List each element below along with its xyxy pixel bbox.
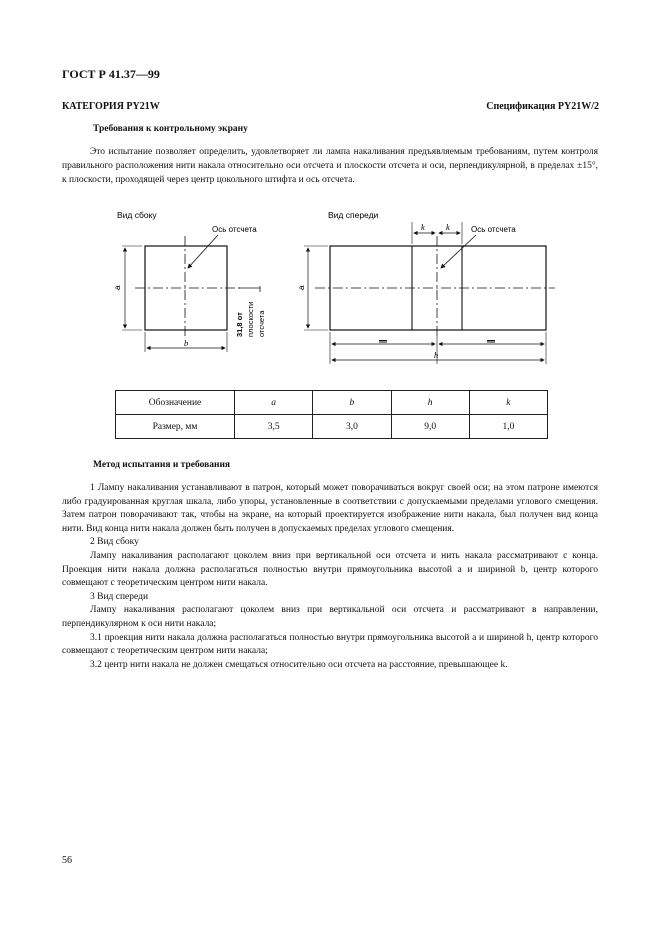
plane-label-line1: 31,8 от (235, 312, 244, 337)
method-paragraph: 3.1 проекция нити накала должна располагаться полностью внутри прямоугольника высотой a и шириной h, центр которого совмещают с теоретическим центром нити накала; (62, 632, 598, 657)
table-header-row (116, 391, 548, 415)
method-paragraph: Лампу накаливания располагают цоколем вниз при вертикальной оси отсчета и рассматривают в направлении, перпендикулярном к оси нити накала; (62, 605, 598, 629)
screen-requirements-heading: Требования к контрольному экрану (93, 124, 248, 134)
specification-title: Спецификация PY21W/2 (486, 101, 599, 112)
method-paragraph: 2 Вид сбоку (90, 537, 139, 548)
dimensions-table (115, 390, 548, 439)
table-cell: Обозначение (116, 391, 235, 415)
method-paragraph: 1 Лампу накаливания устанавливают в патрон, который может поворачиваться вокруг своей оси; на этом патроне имеются либо градуированная круглая шкала, либо упоры, установленные в соответствии с допускаемыми пределами углового смещения. Затем патрон поворачивают так, чтобы на экране, на который проектируется изображение нити накала, был получен вид конца нити. Вид конца нити накала должен быть получен в допускаемых пределах углового смещения. (62, 483, 598, 534)
projection-diagram (100, 206, 570, 376)
side-dim-a: a (113, 285, 122, 290)
front-dim-k-right: k (446, 222, 450, 232)
method-paragraph: 3 Вид спереди (90, 591, 149, 602)
intro-paragraph: Это испытание позволяет определить, удовлетворяет ли лампа накаливания предъявляемым требованиям, путем контроля правильного расположения нити накала относительно оси отсчета и плоскости отсчета и оси, перпендикулярной, в пределах ±15°, к плоскости, проходящей через центр цокольного штифта и ось отсчета. (62, 147, 598, 185)
table-cell: Размер, мм (116, 415, 235, 439)
method-paragraph: Лампу накаливания располагают цоколем вниз при вертикальной оси отсчета и нить накала рассматривают с конца. Проекция нити накала должна располагаться полностью внутри прямоугольника высотой a и шириной b, центр которого совмещают с теоретическим центром нити накала. (62, 550, 598, 589)
page-number: 56 (62, 855, 72, 866)
category-title: КАТЕГОРИЯ PY21W (62, 101, 160, 112)
front-axis-label: Ось отсчета (471, 225, 516, 234)
intro-text (62, 145, 598, 187)
method-heading: Метод испытания и требования (93, 460, 231, 470)
table-cell: a (235, 391, 313, 415)
table-cell: k (469, 391, 547, 415)
front-view-title: Вид спереди (328, 210, 379, 220)
table-cell: 3,5 (235, 415, 313, 439)
side-dim-b: b (184, 338, 189, 348)
table-cell: 9,0 (391, 415, 469, 439)
front-dim-a: a (297, 285, 306, 290)
side-view-title: Вид сбоку (117, 210, 157, 220)
table-row (116, 415, 548, 439)
front-dim-k-left: k (421, 222, 425, 232)
method-text (62, 482, 598, 672)
table-cell: h (391, 391, 469, 415)
plane-label-line3: отсчета (257, 310, 266, 337)
front-dim-h: h (434, 350, 439, 360)
plane-label-line2: плоскости (246, 301, 255, 337)
table-cell: b (313, 391, 391, 415)
table-cell: 1,0 (469, 415, 547, 439)
standard-header: ГОСТ Р 41.37—99 (62, 67, 160, 81)
table-cell: 3,0 (313, 415, 391, 439)
side-axis-label: Ось отсчета (212, 225, 257, 234)
method-paragraph: 3.2 центр нити накала не должен смещаться относительно оси отсчета на расстояние, превышающее k. (90, 659, 508, 670)
